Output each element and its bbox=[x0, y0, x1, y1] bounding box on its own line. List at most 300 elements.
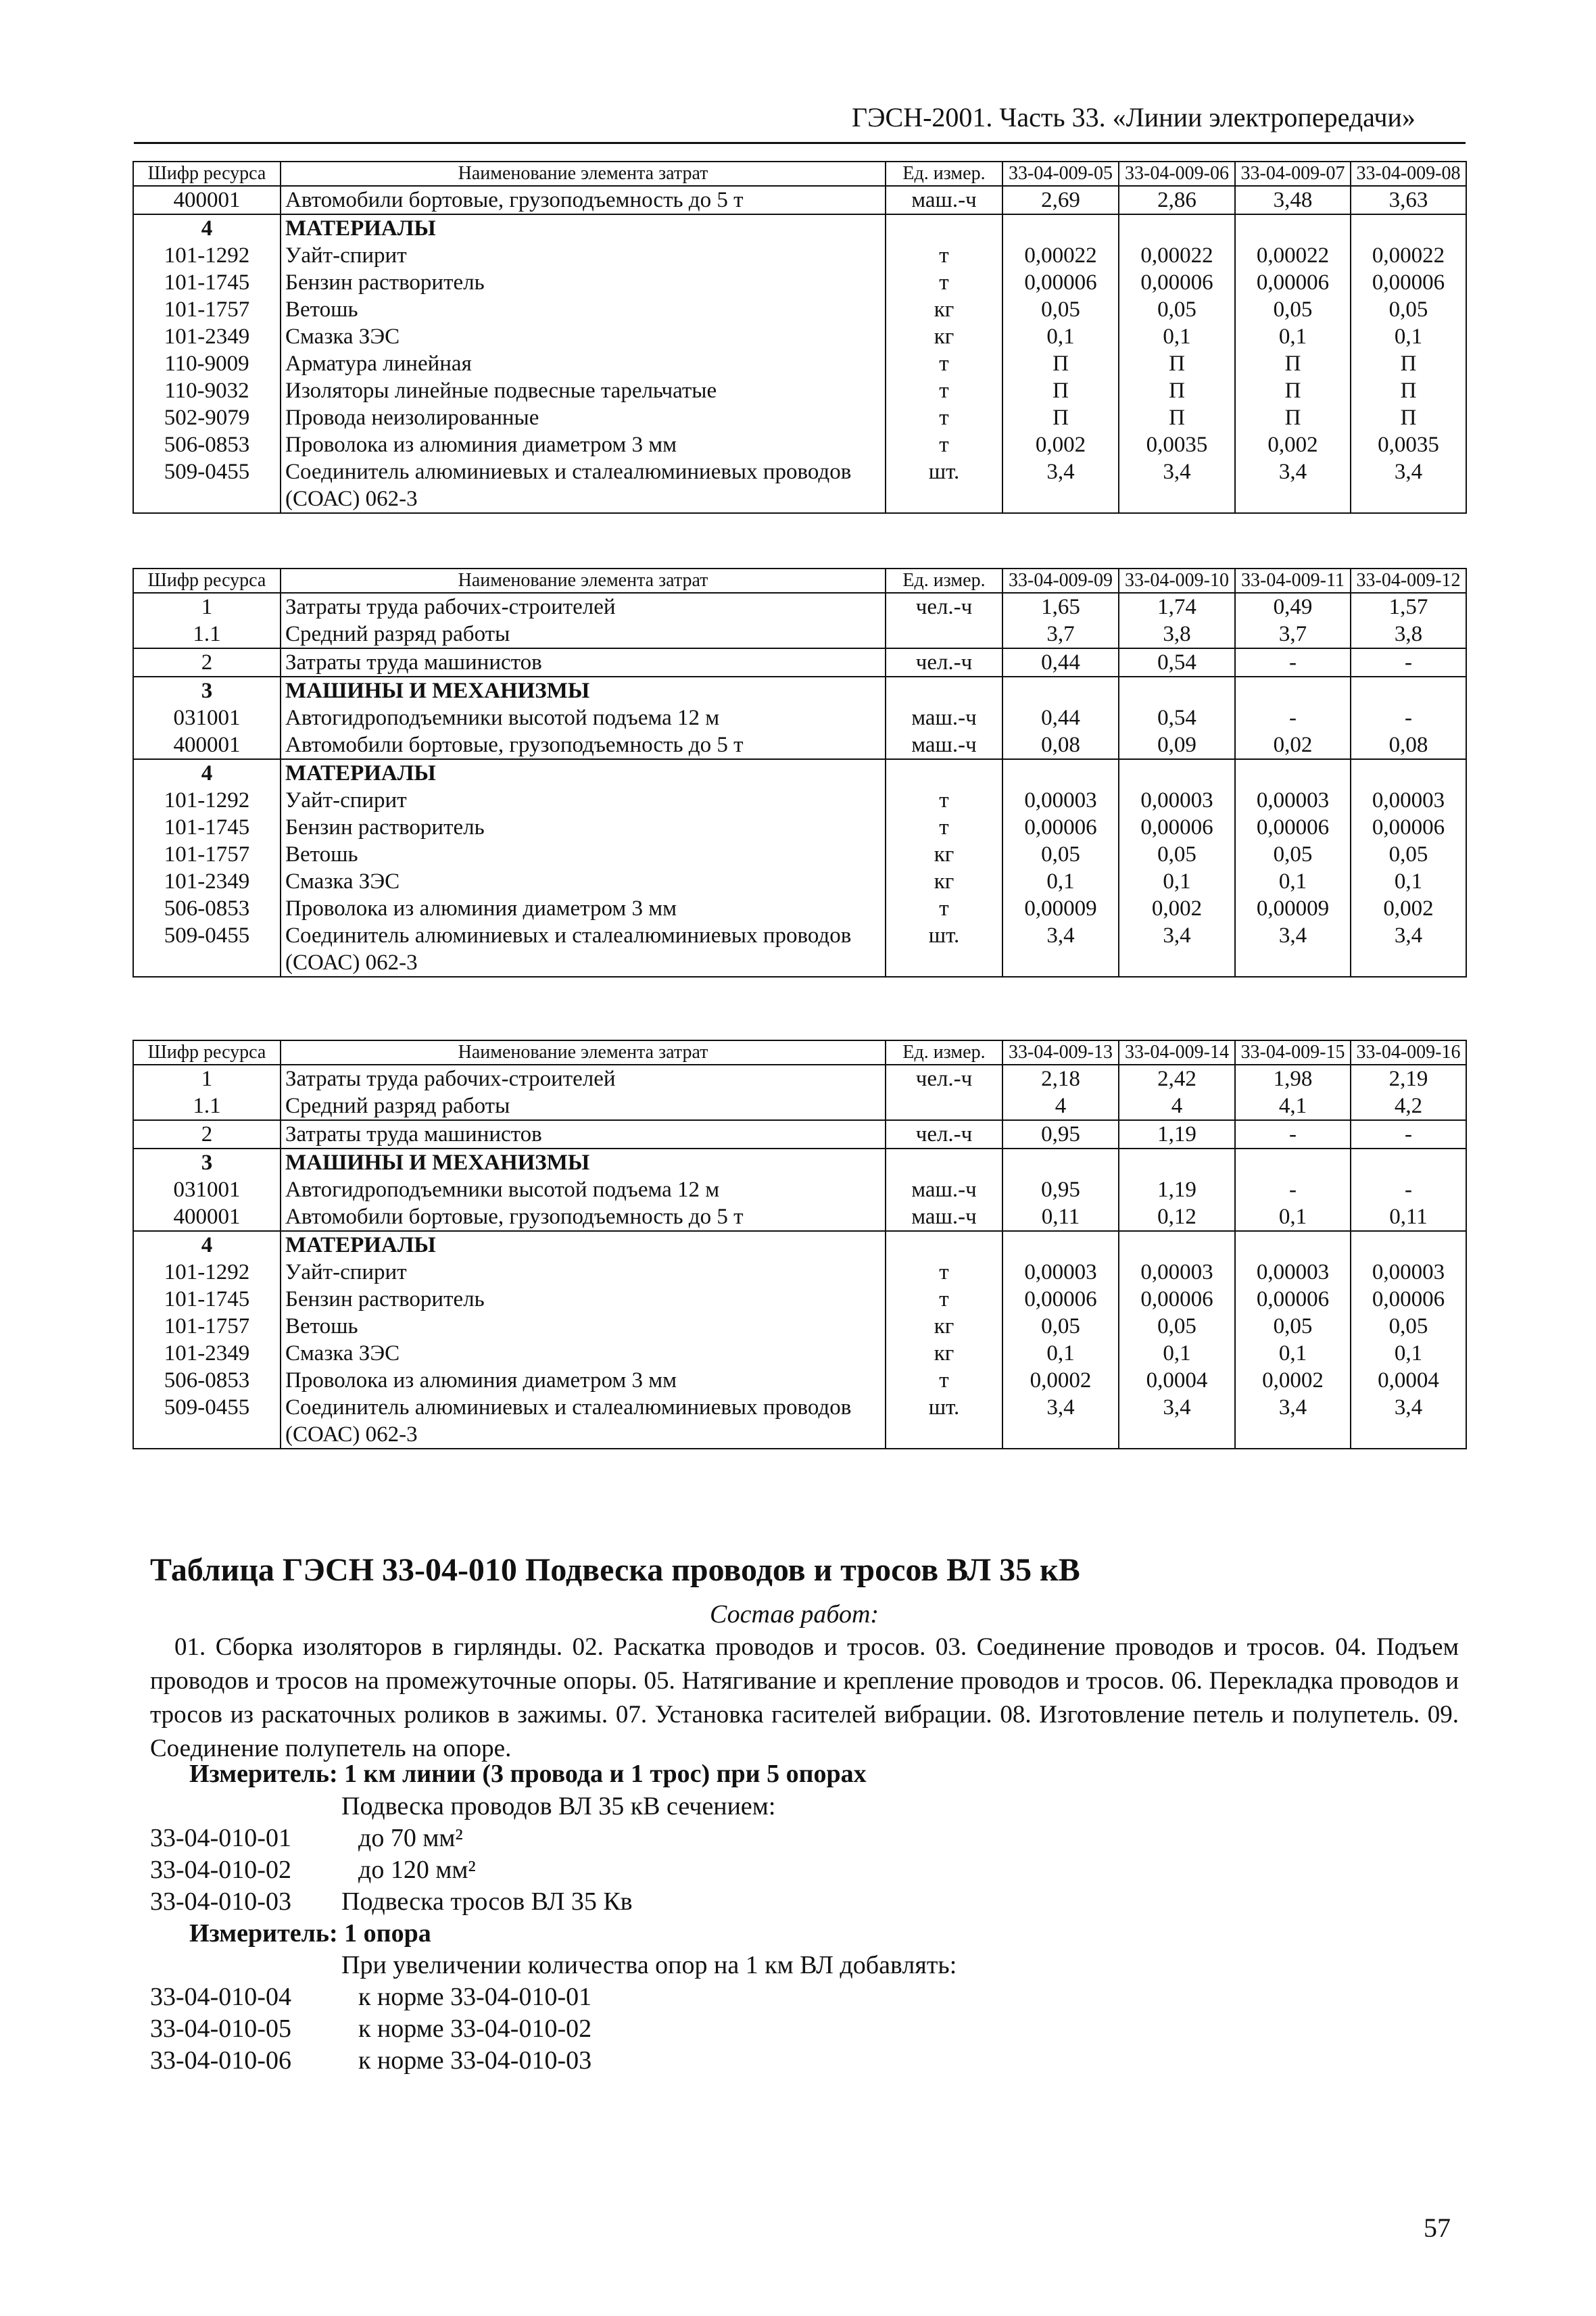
header-unit: Ед. измер. bbox=[886, 1040, 1002, 1065]
norm-value-cell: 0,0035 bbox=[1351, 431, 1466, 458]
table-row bbox=[133, 593, 1466, 621]
resource-code-cell: 1 bbox=[133, 593, 281, 621]
resource-code-cell: 506-0853 bbox=[133, 1367, 281, 1394]
resource-code-cell: 4 bbox=[133, 1231, 281, 1259]
header-norm-col: 33-04-009-13 bbox=[1002, 1040, 1119, 1065]
norm-value-cell bbox=[1002, 1231, 1119, 1259]
unit-cell: кг bbox=[886, 841, 1002, 868]
norm-value-cell: 0,00006 bbox=[1119, 269, 1235, 296]
cost-element-cell: Бензин растворитель bbox=[281, 1286, 886, 1313]
norm-value-cell: 0,05 bbox=[1002, 296, 1119, 323]
table-row bbox=[133, 1065, 1466, 1092]
resource-code-cell: 400001 bbox=[133, 731, 281, 759]
norm-value-cell: 0,05 bbox=[1119, 1313, 1235, 1340]
norm-value-cell: 4 bbox=[1002, 1092, 1119, 1120]
unit-cell bbox=[886, 1231, 1002, 1259]
norm-value-cell: 3,7 bbox=[1235, 621, 1351, 648]
unit-cell: маш.-ч bbox=[886, 704, 1002, 731]
table-row bbox=[133, 1367, 1466, 1394]
header-norm-col: 33-04-009-07 bbox=[1235, 162, 1351, 186]
resource-code-cell: 1.1 bbox=[133, 621, 281, 648]
norm-value-cell: 1,74 bbox=[1119, 593, 1235, 621]
resource-code-cell: 101-2349 bbox=[133, 323, 281, 350]
unit-cell: маш.-ч bbox=[886, 1203, 1002, 1231]
norm-value-cell: 0,54 bbox=[1119, 704, 1235, 731]
norm-value-cell: 0,0004 bbox=[1119, 1367, 1235, 1394]
header-norm-col: 33-04-009-09 bbox=[1002, 569, 1119, 593]
table-row bbox=[133, 214, 1466, 242]
norm-value-cell: 4,1 bbox=[1235, 1092, 1351, 1120]
table-row bbox=[133, 1259, 1466, 1286]
cost-element-cell: Смазка ЗЭС bbox=[281, 323, 886, 350]
norm-value-cell: 1,19 bbox=[1119, 1120, 1235, 1149]
norm-value-cell: 3,8 bbox=[1119, 621, 1235, 648]
unit-cell: т bbox=[886, 269, 1002, 296]
norm-value-cell bbox=[1351, 1149, 1466, 1176]
norm-value-cell: 0,54 bbox=[1119, 648, 1235, 677]
resource-code-cell: 101-1292 bbox=[133, 787, 281, 814]
norm-value-cell: 0,05 bbox=[1002, 1313, 1119, 1340]
header-norm-col: 33-04-009-15 bbox=[1235, 1040, 1351, 1065]
norm-value-cell: 0,08 bbox=[1351, 731, 1466, 759]
resource-code-cell: 101-2349 bbox=[133, 868, 281, 895]
table-header-row bbox=[133, 1040, 1466, 1065]
resource-code-cell: 110-9009 bbox=[133, 350, 281, 377]
table-row bbox=[133, 759, 1466, 787]
norm-value-cell bbox=[1002, 1149, 1119, 1176]
resource-code-cell: 506-0853 bbox=[133, 431, 281, 458]
cost-element-cell: Смазка ЗЭС bbox=[281, 1340, 886, 1367]
item-text: Подвеска тросов ВЛ 35 Кв bbox=[341, 1887, 633, 1916]
cost-element-cell: Автомобили бортовые, грузоподъемность до 5 т bbox=[281, 186, 886, 214]
cost-element-cell: Проволока из алюминия диаметром 3 мм bbox=[281, 895, 886, 922]
meter-line-1: Измеритель: 1 км линии (3 провода и 1 трос) при 5 опорах bbox=[189, 1760, 867, 1788]
norm-value-cell: 0,00003 bbox=[1002, 787, 1119, 814]
cost-element-cell: МАТЕРИАЛЫ bbox=[281, 759, 886, 787]
norm-value-cell: 1,57 bbox=[1351, 593, 1466, 621]
cost-element-cell: Ветошь bbox=[281, 1313, 886, 1340]
cost-element-cell: Соединитель алюминиевых и сталеалюминиевых проводов (СОАС) 062-3 bbox=[281, 922, 886, 977]
norm-value-cell: 0,00009 bbox=[1235, 895, 1351, 922]
resource-code-cell: 4 bbox=[133, 759, 281, 787]
cost-element-cell: Соединитель алюминиевых и сталеалюминиевых проводов (СОАС) 062-3 bbox=[281, 458, 886, 513]
table-row bbox=[133, 1149, 1466, 1176]
norm-value-cell: 3,4 bbox=[1002, 1394, 1119, 1449]
header-norm-col: 33-04-009-08 bbox=[1351, 162, 1466, 186]
norm-value-cell: 0,1 bbox=[1351, 323, 1466, 350]
header-norm-col: 33-04-009-10 bbox=[1119, 569, 1235, 593]
norm-value-cell: 3,4 bbox=[1119, 458, 1235, 513]
unit-cell: чел.-ч bbox=[886, 1120, 1002, 1149]
norm-value-cell: П bbox=[1351, 377, 1466, 404]
resource-code-cell: 4 bbox=[133, 214, 281, 242]
norm-value-cell bbox=[1119, 1149, 1235, 1176]
norm-value-cell: 0,002 bbox=[1351, 895, 1466, 922]
header-cost-element: Наименование элемента затрат bbox=[281, 569, 886, 593]
resource-code-cell: 101-1757 bbox=[133, 1313, 281, 1340]
norm-value-cell: 0,05 bbox=[1351, 296, 1466, 323]
cost-element-cell: Бензин растворитель bbox=[281, 269, 886, 296]
norm-value-cell: 0,05 bbox=[1002, 841, 1119, 868]
norm-value-cell: 4 bbox=[1119, 1092, 1235, 1120]
norm-value-cell: П bbox=[1002, 350, 1119, 377]
norm-value-cell: 3,4 bbox=[1119, 922, 1235, 977]
norm-value-cell: 0,1 bbox=[1002, 1340, 1119, 1367]
norm-value-cell: 0,002 bbox=[1235, 431, 1351, 458]
norm-value-cell bbox=[1235, 214, 1351, 242]
norm-value-cell: 0,00003 bbox=[1235, 787, 1351, 814]
norm-value-cell: 0,00003 bbox=[1119, 787, 1235, 814]
norm-value-cell: 0,12 bbox=[1119, 1203, 1235, 1231]
norm-value-cell: 0,00022 bbox=[1119, 242, 1235, 269]
unit-cell: чел.-ч bbox=[886, 648, 1002, 677]
norm-value-cell bbox=[1351, 1231, 1466, 1259]
cost-element-cell: Автомобили бортовые, грузоподъемность до 5 т bbox=[281, 1203, 886, 1231]
resource-code-cell: 1 bbox=[133, 1065, 281, 1092]
resource-code-cell: 3 bbox=[133, 1149, 281, 1176]
item-code: 33-04-010-05 bbox=[150, 2015, 291, 2043]
unit-cell: шт. bbox=[886, 922, 1002, 977]
norm-value-cell: - bbox=[1235, 648, 1351, 677]
norm-value-cell: 2,69 bbox=[1002, 186, 1119, 214]
norm-value-cell: 2,18 bbox=[1002, 1065, 1119, 1092]
table-row bbox=[133, 269, 1466, 296]
unit-cell: т bbox=[886, 1259, 1002, 1286]
resource-code-cell: 101-1745 bbox=[133, 269, 281, 296]
norm-table-009-09-12 bbox=[132, 568, 1467, 978]
cost-element-cell: Изоляторы линейные подвесные тарельчатые bbox=[281, 377, 886, 404]
unit-cell: т bbox=[886, 377, 1002, 404]
norm-value-cell: 0,00022 bbox=[1002, 242, 1119, 269]
resource-code-cell: 101-1292 bbox=[133, 242, 281, 269]
header-cost-element: Наименование элемента затрат bbox=[281, 162, 886, 186]
norm-value-cell: 3,4 bbox=[1002, 458, 1119, 513]
unit-cell: т bbox=[886, 242, 1002, 269]
cost-element-cell: Затраты труда машинистов bbox=[281, 1120, 886, 1149]
resource-code-cell: 101-2349 bbox=[133, 1340, 281, 1367]
header-unit: Ед. измер. bbox=[886, 569, 1002, 593]
norm-value-cell: 0,00006 bbox=[1235, 1286, 1351, 1313]
header-norm-col: 33-04-009-14 bbox=[1119, 1040, 1235, 1065]
header-norm-col: 33-04-009-11 bbox=[1235, 569, 1351, 593]
norm-value-cell: 0,00003 bbox=[1235, 1259, 1351, 1286]
item-text: до 120 мм² bbox=[358, 1856, 476, 1884]
cost-element-cell: Бензин растворитель bbox=[281, 814, 886, 841]
table-row bbox=[133, 648, 1466, 677]
norm-table-009-13-16 bbox=[132, 1040, 1467, 1449]
cost-element-cell: Уайт-спирит bbox=[281, 1259, 886, 1286]
resource-code-cell: 2 bbox=[133, 648, 281, 677]
item-text: до 70 мм² bbox=[358, 1824, 463, 1852]
norm-value-cell: 0,49 bbox=[1235, 593, 1351, 621]
unit-cell: маш.-ч bbox=[886, 1176, 1002, 1203]
norm-table-009-05-08 bbox=[132, 161, 1467, 514]
norm-value-cell: 0,00006 bbox=[1002, 269, 1119, 296]
norm-value-cell: 0,95 bbox=[1002, 1176, 1119, 1203]
table-row bbox=[133, 377, 1466, 404]
header-rule bbox=[134, 142, 1466, 144]
norm-value-cell: 0,05 bbox=[1235, 841, 1351, 868]
unit-cell: шт. bbox=[886, 458, 1002, 513]
header-resource-code: Шифр ресурса bbox=[133, 569, 281, 593]
resource-code-cell: 502-9079 bbox=[133, 404, 281, 431]
resource-code-cell: 101-1757 bbox=[133, 841, 281, 868]
norm-value-cell: 0,002 bbox=[1119, 895, 1235, 922]
unit-cell bbox=[886, 621, 1002, 648]
cost-element-cell: Проволока из алюминия диаметром 3 мм bbox=[281, 431, 886, 458]
norm-value-cell: 3,4 bbox=[1002, 922, 1119, 977]
table-row bbox=[133, 704, 1466, 731]
norm-value-cell: 1,65 bbox=[1002, 593, 1119, 621]
header-resource-code: Шифр ресурса bbox=[133, 1040, 281, 1065]
intro-line-2: При увеличении количества опор на 1 км ВЛ добавлять: bbox=[341, 1951, 957, 1979]
table-row bbox=[133, 1176, 1466, 1203]
unit-cell: чел.-ч bbox=[886, 1065, 1002, 1092]
norm-value-cell: П bbox=[1002, 377, 1119, 404]
norm-value-cell: 0,00003 bbox=[1119, 1259, 1235, 1286]
resource-code-cell: 506-0853 bbox=[133, 895, 281, 922]
norm-value-cell: 0,08 bbox=[1002, 731, 1119, 759]
unit-cell bbox=[886, 1149, 1002, 1176]
norm-value-cell: 0,1 bbox=[1235, 1340, 1351, 1367]
norm-value-cell: - bbox=[1235, 704, 1351, 731]
item-text: к норме 33-04-010-01 bbox=[358, 1983, 592, 2011]
norm-value-cell: 0,1 bbox=[1119, 323, 1235, 350]
unit-cell: т bbox=[886, 787, 1002, 814]
page-number: 57 bbox=[1424, 2213, 1451, 2243]
table-row bbox=[133, 186, 1466, 214]
norm-value-cell bbox=[1235, 759, 1351, 787]
table-row bbox=[133, 404, 1466, 431]
norm-value-cell: 0,1 bbox=[1002, 868, 1119, 895]
cost-element-cell: МАТЕРИАЛЫ bbox=[281, 1231, 886, 1259]
unit-cell: кг bbox=[886, 296, 1002, 323]
norm-value-cell: 3,4 bbox=[1351, 1394, 1466, 1449]
resource-code-cell: 2 bbox=[133, 1120, 281, 1149]
resource-code-cell: 031001 bbox=[133, 704, 281, 731]
cost-element-cell: Ветошь bbox=[281, 841, 886, 868]
norm-value-cell: 0,11 bbox=[1351, 1203, 1466, 1231]
unit-cell: т bbox=[886, 431, 1002, 458]
table-row bbox=[133, 677, 1466, 704]
norm-value-cell: - bbox=[1351, 704, 1466, 731]
norm-value-cell: 0,05 bbox=[1235, 1313, 1351, 1340]
norm-value-cell: П bbox=[1351, 404, 1466, 431]
unit-cell bbox=[886, 214, 1002, 242]
item-code: 33-04-010-03 bbox=[150, 1887, 291, 1916]
norm-value-cell: 0,44 bbox=[1002, 648, 1119, 677]
cost-element-cell: Проволока из алюминия диаметром 3 мм bbox=[281, 1367, 886, 1394]
table-header-row bbox=[133, 162, 1466, 186]
unit-cell: т bbox=[886, 1286, 1002, 1313]
norm-value-cell: 0,00006 bbox=[1351, 1286, 1466, 1313]
cost-element-cell: Автомобили бортовые, грузоподъемность до 5 т bbox=[281, 731, 886, 759]
norm-value-cell: 3,4 bbox=[1119, 1394, 1235, 1449]
norm-value-cell bbox=[1002, 214, 1119, 242]
unit-cell: т bbox=[886, 350, 1002, 377]
table-row bbox=[133, 1340, 1466, 1367]
resource-code-cell: 031001 bbox=[133, 1176, 281, 1203]
table-row bbox=[133, 1231, 1466, 1259]
norm-value-cell: П bbox=[1119, 404, 1235, 431]
norm-value-cell bbox=[1235, 1231, 1351, 1259]
resource-code-cell: 101-1757 bbox=[133, 296, 281, 323]
norm-value-cell: 0,00006 bbox=[1119, 814, 1235, 841]
resource-code-cell: 101-1745 bbox=[133, 1286, 281, 1313]
composition-label: Состав работ: bbox=[710, 1600, 879, 1629]
norm-value-cell: 0,1 bbox=[1119, 868, 1235, 895]
norm-value-cell: 0,09 bbox=[1119, 731, 1235, 759]
table-row bbox=[133, 621, 1466, 648]
resource-code-cell: 101-1745 bbox=[133, 814, 281, 841]
unit-cell: т bbox=[886, 404, 1002, 431]
cost-element-cell: Ветошь bbox=[281, 296, 886, 323]
header-norm-col: 33-04-009-16 bbox=[1351, 1040, 1466, 1065]
resource-code-cell: 400001 bbox=[133, 1203, 281, 1231]
norm-value-cell bbox=[1351, 677, 1466, 704]
cost-element-cell: Провода неизолированные bbox=[281, 404, 886, 431]
norm-value-cell: 0,002 bbox=[1002, 431, 1119, 458]
meter-line-2: Измеритель: 1 опора bbox=[189, 1919, 431, 1948]
table-row bbox=[133, 1203, 1466, 1231]
norm-value-cell: 4,2 bbox=[1351, 1092, 1466, 1120]
header-norm-col: 33-04-009-05 bbox=[1002, 162, 1119, 186]
unit-cell: кг bbox=[886, 868, 1002, 895]
table-row bbox=[133, 731, 1466, 759]
norm-value-cell bbox=[1351, 214, 1466, 242]
norm-value-cell: 0,1 bbox=[1235, 323, 1351, 350]
intro-line-1: Подвеска проводов ВЛ 35 кВ сечением: bbox=[341, 1792, 776, 1820]
cost-element-cell: Автогидроподъемники высотой подъема 12 м bbox=[281, 704, 886, 731]
resource-code-cell: 110-9032 bbox=[133, 377, 281, 404]
norm-value-cell: 0,05 bbox=[1351, 1313, 1466, 1340]
item-code: 33-04-010-06 bbox=[150, 2046, 291, 2075]
norm-value-cell: 3,63 bbox=[1351, 186, 1466, 214]
norm-value-cell: 3,8 bbox=[1351, 621, 1466, 648]
norm-value-cell: 2,42 bbox=[1119, 1065, 1235, 1092]
norm-value-cell: - bbox=[1351, 1120, 1466, 1149]
unit-cell: кг bbox=[886, 323, 1002, 350]
norm-value-cell: П bbox=[1235, 350, 1351, 377]
norm-value-cell: 0,00006 bbox=[1119, 1286, 1235, 1313]
norm-value-cell: - bbox=[1351, 648, 1466, 677]
norm-value-cell bbox=[1002, 677, 1119, 704]
norm-value-cell: - bbox=[1235, 1120, 1351, 1149]
norm-value-cell: 0,00003 bbox=[1002, 1259, 1119, 1286]
unit-cell bbox=[886, 677, 1002, 704]
cost-element-cell: Затраты труда рабочих-строителей bbox=[281, 1065, 886, 1092]
resource-code-cell: 509-0455 bbox=[133, 1394, 281, 1449]
norm-value-cell: 0,00006 bbox=[1351, 814, 1466, 841]
norm-value-cell: 1,98 bbox=[1235, 1065, 1351, 1092]
unit-cell bbox=[886, 759, 1002, 787]
norm-value-cell: 0,0004 bbox=[1351, 1367, 1466, 1394]
header-unit: Ед. измер. bbox=[886, 162, 1002, 186]
unit-cell: маш.-ч bbox=[886, 186, 1002, 214]
table-row bbox=[133, 841, 1466, 868]
unit-cell: чел.-ч bbox=[886, 593, 1002, 621]
norm-value-cell: П bbox=[1235, 404, 1351, 431]
cost-element-cell: Средний разряд работы bbox=[281, 1092, 886, 1120]
norm-value-cell bbox=[1351, 759, 1466, 787]
norm-value-cell: 0,11 bbox=[1002, 1203, 1119, 1231]
cost-element-cell: Арматура линейная bbox=[281, 350, 886, 377]
norm-value-cell: 0,00006 bbox=[1002, 1286, 1119, 1313]
cost-element-cell: Средний разряд работы bbox=[281, 621, 886, 648]
norm-value-cell: 0,0002 bbox=[1002, 1367, 1119, 1394]
norm-value-cell: 0,02 bbox=[1235, 731, 1351, 759]
norm-value-cell: 3,4 bbox=[1235, 458, 1351, 513]
norm-value-cell: 0,00006 bbox=[1235, 814, 1351, 841]
norm-value-cell: П bbox=[1235, 377, 1351, 404]
norm-value-cell: 0,00003 bbox=[1351, 1259, 1466, 1286]
norm-value-cell: 3,4 bbox=[1235, 922, 1351, 977]
resource-code-cell: 400001 bbox=[133, 186, 281, 214]
norm-value-cell: - bbox=[1351, 1176, 1466, 1203]
norm-value-cell: 3,4 bbox=[1235, 1394, 1351, 1449]
norm-value-cell: П bbox=[1119, 377, 1235, 404]
norm-value-cell: 0,0002 bbox=[1235, 1367, 1351, 1394]
norm-value-cell: 0,00022 bbox=[1235, 242, 1351, 269]
norm-value-cell: 1,19 bbox=[1119, 1176, 1235, 1203]
norm-value-cell: 0,05 bbox=[1235, 296, 1351, 323]
norm-value-cell bbox=[1235, 1149, 1351, 1176]
table-row bbox=[133, 431, 1466, 458]
table-title: Таблица ГЭСН 33-04-010 Подвеска проводов и тросов ВЛ 35 кВ bbox=[150, 1552, 1080, 1588]
unit-cell: т bbox=[886, 1367, 1002, 1394]
norm-value-cell: 0,00003 bbox=[1351, 787, 1466, 814]
unit-cell: кг bbox=[886, 1340, 1002, 1367]
resource-code-cell: 101-1292 bbox=[133, 1259, 281, 1286]
header-norm-col: 33-04-009-12 bbox=[1351, 569, 1466, 593]
unit-cell bbox=[886, 1092, 1002, 1120]
unit-cell: т bbox=[886, 814, 1002, 841]
table-row bbox=[133, 1394, 1466, 1449]
norm-value-cell: 0,05 bbox=[1119, 296, 1235, 323]
norm-value-cell bbox=[1119, 1231, 1235, 1259]
norm-value-cell: 0,1 bbox=[1235, 1203, 1351, 1231]
norm-value-cell: П bbox=[1351, 350, 1466, 377]
norm-value-cell bbox=[1235, 677, 1351, 704]
table-row bbox=[133, 787, 1466, 814]
item-text: к норме 33-04-010-02 bbox=[358, 2015, 592, 2043]
norm-value-cell: 0,1 bbox=[1235, 868, 1351, 895]
running-head: ГЭСН-2001. Часть 33. «Линии электропередачи» bbox=[852, 102, 1416, 132]
cost-element-cell: Смазка ЗЭС bbox=[281, 868, 886, 895]
item-code: 33-04-010-04 bbox=[150, 1983, 291, 2011]
item-text: к норме 33-04-010-03 bbox=[358, 2046, 592, 2075]
norm-value-cell: П bbox=[1119, 350, 1235, 377]
table-row bbox=[133, 1120, 1466, 1149]
table-row bbox=[133, 323, 1466, 350]
table-header-row bbox=[133, 569, 1466, 593]
item-code: 33-04-010-02 bbox=[150, 1856, 291, 1884]
norm-value-cell: 0,00006 bbox=[1235, 269, 1351, 296]
cost-element-cell: Затраты труда рабочих-строителей bbox=[281, 593, 886, 621]
norm-value-cell: 0,44 bbox=[1002, 704, 1119, 731]
norm-value-cell: 0,05 bbox=[1351, 841, 1466, 868]
table-row bbox=[133, 1313, 1466, 1340]
item-code: 33-04-010-01 bbox=[150, 1824, 291, 1852]
norm-value-cell: - bbox=[1235, 1176, 1351, 1203]
norm-value-cell bbox=[1119, 214, 1235, 242]
resource-code-cell: 3 bbox=[133, 677, 281, 704]
table-row bbox=[133, 242, 1466, 269]
table-row bbox=[133, 458, 1466, 513]
resource-code-cell: 509-0455 bbox=[133, 458, 281, 513]
unit-cell: кг bbox=[886, 1313, 1002, 1340]
norm-value-cell: 0,00006 bbox=[1351, 269, 1466, 296]
